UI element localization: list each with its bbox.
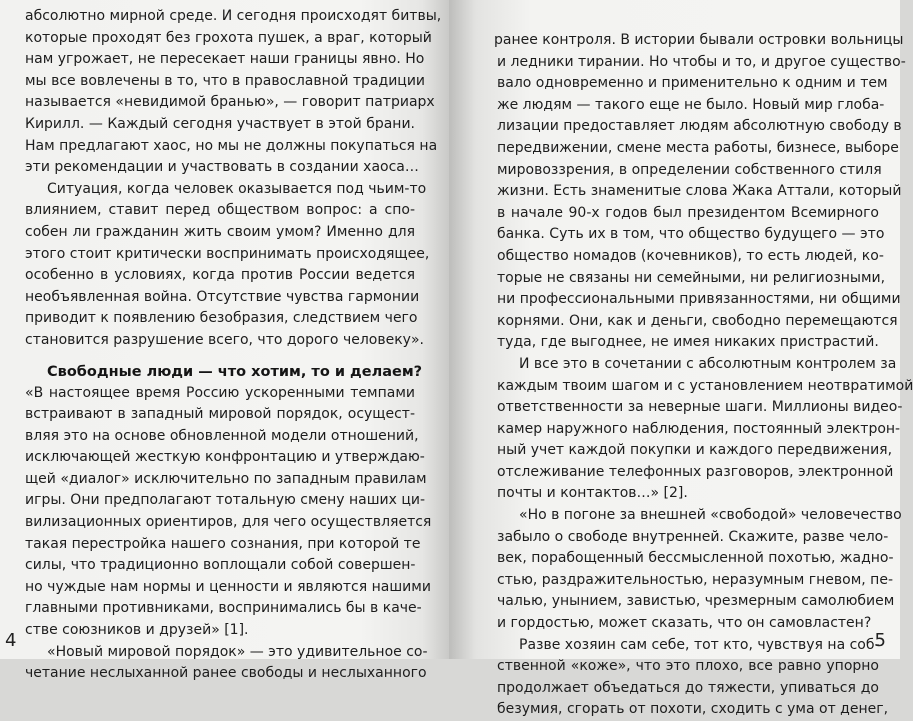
text-line: становится разрушение всего, что дорого человеку». [25,331,424,348]
text-line: забыло о свободе внутренней. Скажите, разве чело- [497,528,889,545]
text-line: необъявленная война. Отсутствие чувства гармонии [25,288,420,305]
text-line: вало одновременно и применительно к одним и тем [497,75,888,92]
text-line: особенно в условиях, когда против России ведется [25,267,415,284]
text-line: влиянием, ставит перед обществом вопрос: а спо- [25,202,415,219]
text-line: безумия, сгорать от похоти, сходить с ума от денег, [497,701,889,718]
paragraph [494,30,906,354]
text-line: почты и контактов…» [2]. [497,485,688,502]
text-line: «Но в погоне за внешней «свободой» человечество [519,507,902,524]
text-line: которые проходят без грохота пушек, а враг, который [25,29,432,46]
text-line: каждым твоим шагом и с установлением неотвратимой [497,377,913,394]
text-line: банка. Суть их в том, что общество будущего — это [497,226,885,243]
page-number: 4 [5,630,17,651]
text-line: мы все вовлечены в то, что в православной традиции [25,72,426,89]
paragraph [497,354,913,505]
text-line: называется «невидимой бранью», — говорит патриарх [25,94,435,111]
right-page-text [494,30,913,721]
text-line: и ледники тирании. Но чтобы и то, и другое существо- [497,53,906,70]
left-page-text [25,6,442,685]
text-line: общество номадов (кочевников), то есть людей, ко- [497,247,884,264]
text-line: ранее контроля. В истории бывали островки вольницы [494,32,904,48]
text-line: чалью, унынием, завистью, чрезмерным самолюбием [497,593,895,610]
paragraph [25,6,442,179]
text-line: абсолютно мирной среде. И сегодня происходят битвы, [25,8,442,24]
text-line: жизни. Есть знаменитые слова Жака Аттали, который [497,183,902,200]
text-line: лизации предоставляет людям абсолютную свободу в [497,118,902,135]
text-line: туда, где выгоднее, не имея никаких пристрастий. [497,334,879,351]
text-line: ный учет каждой покупки и каждого передвижения, [497,442,893,459]
text-line: такая перестройка нашего сознания, при которой те [25,535,421,552]
text-line: приводит к появлению безобразия, следствием чего [25,310,418,327]
text-line: И все это в сочетании с абсолютным контролем за [519,355,897,372]
page-number: 5 [874,630,886,651]
text-line: век, порабощенный бессмысленной похотью, жадно- [497,550,894,567]
paragraph [25,179,430,352]
text-line: ответственности за неверные шаги. Миллионы видео- [497,399,903,416]
text-line: и гордостью, может сказать, что он самовластен? [497,615,872,632]
text-line: камер наружного наблюдения, постоянный электрон- [497,420,901,437]
text-line: главными противниками, воспринимались бы в каче- [25,600,422,617]
text-line: «Новый мировой порядок» — это удивительное со- [47,643,428,660]
paragraph [497,635,889,721]
text-line: Нам предлагают хаос, но мы не должны покупаться на [25,137,438,154]
section-heading: Свободные люди — что хотим, то и делаем? [47,363,423,380]
paragraph [25,642,428,685]
text-line: передвижении, смене места работы, бизнесе, выборе [497,139,899,156]
text-line: же людям — такого еще не было. Новый мир глоба- [497,96,885,113]
text-line: стью, раздражительностью, неразумным гневом, пе- [497,571,893,588]
text-line: силы, что традиционно воплощали собой совершен- [25,557,416,574]
text-line: корнями. Они, как и деньги, свободно перемещаются [497,312,898,329]
text-line: но чуждые нам нормы и ценности и являются нашими [25,578,431,595]
text-line: вилизационных ориентиров, для чего осуществляется [25,514,432,531]
text-line: нам угрожает, не пересекает наши границы явно. Но [25,51,425,68]
text-line: Кирилл. — Каждый сегодня участвует в этой брани. [25,115,415,132]
text-line: продолжает объедаться до тяжести, упиваться до [497,679,879,696]
text-line: ственной «коже», что это плохо, все равно упорно [497,658,879,675]
right-page [449,0,913,718]
left-page [0,0,449,682]
text-line: исключающей жесткую конфронтацию и утверждаю- [25,449,425,466]
text-line: четание неслыханной ранее свободы и неслыханного [25,665,427,682]
text-line: щей «диалог» исключительно по западным правилам [25,470,427,487]
text-line: ни профессиональными привязанностями, ни общими [497,291,901,308]
text-line: собен ли гражданин жить своим умом? Именно для [25,223,415,240]
text-line: отслеживание телефонных разговоров, электронной [497,463,894,480]
text-line: вляя это на основе обновленной модели отношений, [25,427,419,444]
paragraph [25,383,432,642]
text-line: Ситуация, когда человек оказывается под чьим-то [47,180,427,197]
text-line: в начале 90-х годов был президентом Всемирного [497,204,879,221]
text-line: игры. Они предполагают тотальную смену наших ци- [25,492,426,509]
text-line: торые не связаны ни семейными, ни религиозными, [497,269,886,286]
text-line: эти рекомендации и участвовать в создании хаоса… [25,159,419,176]
text-line: Разве хозяин сам себе, тот кто, чувствуя на соб- [519,636,880,653]
text-line: встраивают в западный мировой порядок, осущест- [25,406,415,423]
paragraph [497,505,902,635]
text-line: «В настоящее время Россию ускоренными темпами [25,384,415,401]
text-line: этого стоит критически воспринимать происходящее, [25,245,430,262]
text-line: мировоззрения, в определении собственного стиля [497,161,882,178]
text-line: стве союзников и друзей» [1]. [25,622,249,639]
